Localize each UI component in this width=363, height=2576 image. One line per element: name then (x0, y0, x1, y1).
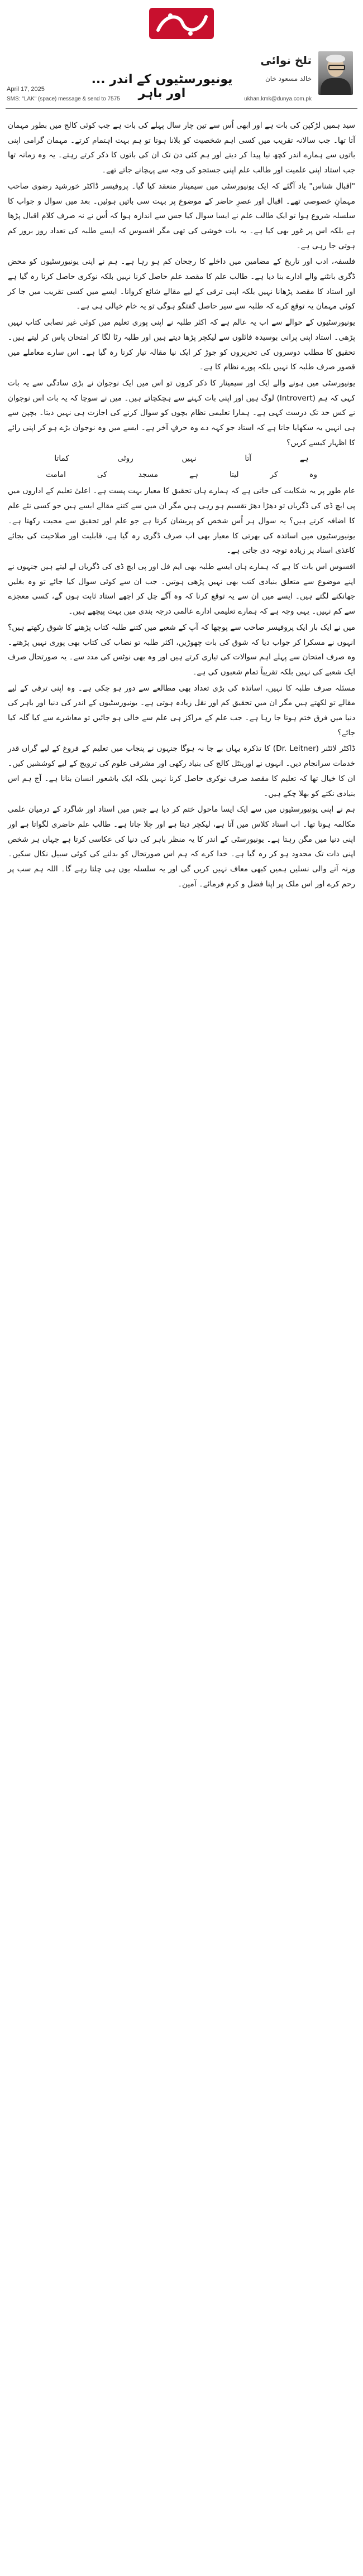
paragraph: سید ہمیں لڑکپن کی بات ہے اور ابھی اُس سے تین چار سال پہلے کی بات ہے جب کوئی کالج میں بطور مہمان آتا تھا۔ جب سالانہ تقریب میں کسی اہم شخصیت کو بلانا ہوتا تو ہم بہت اہتمام کرتے۔ مہمان گرامی اپنی باتوں سے ہمارے اندر کچھ نیا پیدا کر دیتے اور ہم کئی دن تک ان کی باتوں کا ذکر کرتے رہتے۔ یہ وہ زمانہ تھا جب استاد اپنی علمیت اور طالب علم اپنی جستجو کی وجہ سے پہچانے جاتے تھے۔ (8, 121, 355, 175)
poem-word: نہیں (182, 454, 197, 464)
poem-word: امامت (46, 470, 66, 480)
publish-date: April 17, 2025 (7, 86, 45, 93)
paragraph: ڈاکٹر لائٹنر (Dr. Leitner) کا تذکرہ یہاں بے جا نہ ہوگا جنہوں نے پنجاب میں تعلیم کے فروغ کے لیے گراں قدر خدمات سرانجام دیں۔ انہوں نے اورینٹل کالج کی بنیاد رکھی اور مشرقی علوم کی ترویج کے لیے کوششیں کیں۔ ان کا خیال تھا کہ تعلیم کا مقصد صرف نوکری حاصل کرنا نہیں بلکہ ایک باشعور انسان بنانا ہے۔ آج ہم اس بنیادی نکتے کو بھلا چکے ہیں۔ (8, 744, 355, 798)
poem-word: آتا (245, 454, 252, 464)
poem-word: کماتا (54, 454, 69, 464)
article-body (8, 118, 355, 893)
paragraph: مسئلہ صرف طلبہ کا نہیں، اساتذہ کی بڑی تعداد بھی مطالعے سے دور ہو چکی ہے۔ وہ اپنی ترقی کے لیے مقالے تو لکھتے ہیں مگر ان میں تحقیق کم اور نقل زیادہ ہوتی ہے۔ یونیورسٹیوں کے اندر کی دنیا اور باہر کی دنیا میں فرق ختم ہوتا جا رہا ہے۔ جب علم کے مراکز ہی علم سے خالی ہو جائیں تو معاشرے سے کیا گلہ کیا جائے؟ (8, 683, 355, 737)
poem-word: مسجد (138, 470, 159, 480)
poem-line-1 (30, 451, 333, 466)
poem-word: لیتا (229, 470, 239, 480)
sms-instructions: SMS: "LAK" (space) message & send to 7575 (7, 96, 120, 102)
poem-word: ہے (299, 454, 309, 464)
paragraph: عام طور پر یہ شکایت کی جاتی ہے کہ ہمارے ہاں تحقیق کا معیار بہت پست ہے۔ اعلیٰ تعلیم کے اداروں میں پی ایچ ڈی کی ڈگریاں تو دھڑا دھڑ تقسیم ہو رہی ہیں مگر ان میں سے کتنے مقالے ایسے ہیں جو کسی نئے علم کا اضافہ کرتے ہیں؟ یہ سوال ہر اُس شخص کو پریشان کرتا ہے جو علم اور تحقیق سے محبت رکھتا ہے۔ یونیورسٹیوں میں اساتذہ کی بھرتی کا معیار بھی اب صرف ڈگری رہ گیا ہے، قابلیت اور صلاحیت کی بجائے کاغذی اسناد پر زیادہ توجہ دی جاتی ہے۔ (8, 486, 355, 556)
paragraph: یونیورسٹی میں ہونے والے ایک اور سیمینار کا ذکر کروں تو اس میں ایک نوجوان نے بڑی سادگی سے یہ بات کہی کہ ہم (Introvert) لوگ ہیں اور اپنی بات کہنے سے ہچکچاتے ہیں۔ میں نے سوچا کہ یہ بات اس نوجوان نے کس حد تک درست کہی ہے۔ ہمارا تعلیمی نظام بچوں کو سوال کرنے کی اجازت ہی نہیں دیتا۔ بچپن سے ہی انہیں یہ سکھایا جاتا ہے کہ استاد جو کہہ دے وہ حرفِ آخر ہے۔ ایسے میں وہ نوجوان بڑے ہو کر اپنی رائے کا اظہار کیسے کریں؟ (8, 378, 355, 447)
paragraph: افسوس اس بات کا ہے کہ ہمارے ہاں ایسے طلبہ بھی ایم فل اور پی ایچ ڈی کی ڈگریاں لے لیتے ہیں جنہوں نے اپنے موضوع سے متعلق بنیادی کتب بھی نہیں پڑھی ہوتیں۔ جب ان سے کوئی سوال کیا جائے تو وہ بغلیں جھانکنے لگتے ہیں۔ ایسے میں ان سے یہ توقع کرنا کہ وہ آگے چل کر اچھے استاد ثابت ہوں گے، کسی معجزے سے کم نہیں۔ یہی وجہ ہے کہ ہمارے تعلیمی ادارے عالمی درجہ بندی میں بہت پیچھے ہیں۔ (8, 562, 355, 616)
headline: یونیورسٹیوں کے اندر ... اور باہر (91, 73, 233, 100)
poem-word: کی (97, 470, 107, 480)
poem-word: وہ (309, 470, 317, 480)
author-email[interactable]: ukhan.kmk@dunya.com.pk (244, 96, 312, 102)
poem-line-2 (30, 467, 333, 483)
poem-word: ہے (189, 470, 198, 480)
paragraph: یونیورسٹیوں کے حوالے سے اب یہ عالم ہے کہ اکثر طلبہ نے اپنی پوری تعلیم میں کوئی غیر نصابی کتاب نہیں پڑھی۔ استاد اپنی پرانی بوسیدہ فائلوں سے لیکچر پڑھا دیتے ہیں اور طلبہ رٹا لگا کر امتحان پاس کر لیتے ہیں۔ تحقیق کا مطلب دوسروں کی تحریروں کو جوڑ کر ایک نیا مقالہ تیار کرنا رہ گیا ہے۔ اس سارے معاملے میں قصور صرف طلبہ کا نہیں بلکہ پورے نظام کا ہے۔ (8, 318, 355, 372)
paragraph: فلسفہ، ادب اور تاریخ کے مضامین میں داخلے کا رجحان کم ہو رہا ہے۔ ہم نے اپنی یونیورسٹیوں کو محض ڈگری بانٹنے والے ادارے بنا دیا ہے۔ طالب علم کا مقصد علم حاصل کرنا نہیں بلکہ نوکری حاصل کرنا رہ گیا ہے اور استاد کا مقصد پڑھانا نہیں بلکہ اپنی ترقی کے لیے مقالے شائع کروانا۔ ایسے میں کسی تقریب میں جا کر کوئی مہمان یہ توقع کرے کہ طلبہ سے سیر حاصل گفتگو ہوگی تو یہ خام خیالی ہی ہے۔ (8, 257, 355, 311)
paragraph: ہم نے اپنی یونیورسٹیوں میں سے ایک ایسا ماحول ختم کر دیا ہے جس میں استاد اور شاگرد کے درمیان علمی مکالمہ ہوتا تھا۔ اب استاد کلاس میں آتا ہے، لیکچر دیتا ہے اور چلا جاتا ہے۔ طالب علم حاضری لگواتا ہے اور اپنی دنیا میں مگن رہتا ہے۔ یونیورسٹی کے اندر کا یہ منظر باہر کی دنیا کی عکاسی کرتا ہے جہاں ہر شخص اپنی ذات تک محدود ہو کر رہ گیا ہے۔ خدا کرے کہ ہم اس صورتحال کو بدلنے کی کوئی سبیل نکال سکیں۔ ورنہ آنے والی نسلیں ہمیں کبھی معاف نہیں کریں گی اور یہ سلسلہ یوں ہی چلتا رہے گا۔ اللہ ہم سب پر رحم کرے اور اس ملک پر اپنا فضل و کرم فرمائے۔ آمین۔ (8, 805, 355, 889)
poem-word: کر (270, 470, 278, 480)
author-name: خالد مسعود خان (265, 75, 312, 83)
columnist-photo (318, 51, 353, 95)
paragraph: میں نے ایک بار ایک پروفیسر صاحب سے پوچھا کہ آپ کے شعبے میں کتنے طلبہ کتاب پڑھنے کا شوق رکھتے ہیں؟ انہوں نے مسکرا کر جواب دیا کہ شوق کی بات چھوڑیں، اکثر طلبہ تو نصاب کی کتاب بھی پوری نہیں پڑھتے۔ وہ صرف امتحان سے پہلے اہم سوالات کی تیاری کرتے ہیں اور وہ بھی نوٹس کی مدد سے۔ یہ صورتحال صرف ایک شعبے کی نہیں بلکہ تقریباً تمام شعبوں کی ہے۔ (8, 623, 355, 677)
paragraph: "اقبال شناس" یاد آگئے کہ ایک یونیورسٹی میں سیمینار منعقد کیا گیا۔ پروفیسر ڈاکٹر خورشید رضوی صاحب مہمانِ خصوصی تھے۔ اقبال اور عصرِ حاضر کے موضوع پر بہت سی باتیں ہوئیں۔ بعد میں سوال و جواب کا سلسلہ شروع ہوا تو ایک طالب علم نے ایسا سوال کیا جس سے اندازہ ہوا کہ اُس نے نہ صرف کلام اقبال پڑھا ہے بلکہ اس پر غور بھی کیا ہے۔ یہ بات خوشی کی تھی مگر افسوس کہ ایسے طلبہ کی تعداد روز بروز کم ہوتی جا رہی ہے۔ (8, 181, 355, 250)
poem-word: روٹی (117, 454, 133, 464)
newspaper-logo[interactable] (148, 3, 215, 44)
masthead (0, 0, 363, 114)
column-logo: تلخ نوائی (260, 54, 312, 67)
newspaper-logo-icon (148, 3, 215, 44)
header-divider (6, 108, 357, 109)
